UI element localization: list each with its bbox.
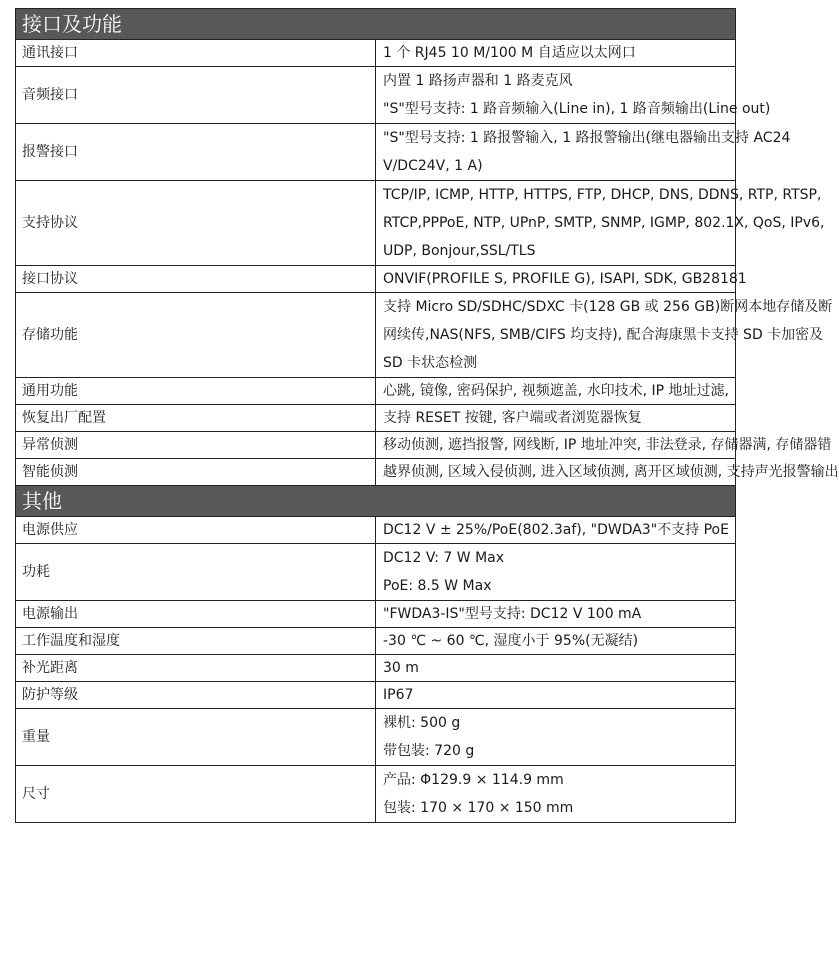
spec-row [16, 766, 736, 823]
spec-value [376, 405, 736, 432]
spec-value [376, 766, 736, 823]
spec-value [376, 459, 839, 486]
spec-value [376, 709, 736, 766]
spec-value [376, 628, 736, 655]
spec-label: 功耗 [16, 544, 376, 601]
spec-row [16, 405, 736, 432]
section-title: 接口及功能 [16, 9, 736, 40]
spec-value-line: 移动侦测, 遮挡报警, 网线断, IP 地址冲突, 非法登录, 存储器满, 存储器错 [383, 437, 832, 453]
spec-value-line: TCP/IP, ICMP, HTTP, HTTPS, FTP, DHCP, DNS, DDNS, RTP, RTSP, [383, 187, 822, 203]
spec-row [16, 544, 736, 601]
spec-table-body [16, 9, 839, 823]
spec-value-line: 心跳, 镜像, 密码保护, 视频遮盖, 水印技术, IP 地址过滤, [383, 383, 729, 399]
spec-row [16, 67, 736, 124]
spec-label: 智能侦测 [16, 459, 376, 486]
spec-value [376, 655, 736, 682]
spec-row [16, 378, 736, 405]
spec-label: 恢复出厂配置 [16, 405, 376, 432]
spec-label: 通用功能 [16, 378, 376, 405]
spec-table [15, 8, 839, 823]
spec-value-line: "FWDA3-IS"型号支持: DC12 V 100 mA [383, 606, 642, 622]
spec-value-line: 裸机: 500 g [383, 715, 461, 731]
spec-value [376, 378, 736, 405]
section-header [16, 9, 736, 40]
spec-value [376, 40, 736, 67]
spec-value-line: IP67 [383, 687, 414, 703]
spec-row [16, 432, 736, 459]
spec-value [376, 682, 736, 709]
spec-value-line: 30 m [383, 660, 419, 676]
spec-label: 尺寸 [16, 766, 376, 823]
spec-row [16, 40, 736, 67]
spec-label: 防护等级 [16, 682, 376, 709]
spec-label: 通讯接口 [16, 40, 376, 67]
section-title: 其他 [16, 486, 736, 517]
spec-value-line: DC12 V ± 25%/PoE(802.3af), "DWDA3"不支持 PoE [383, 522, 729, 538]
spec-value-line: 支持 RESET 按键, 客户端或者浏览器恢复 [383, 410, 642, 426]
spec-value [376, 544, 736, 601]
spec-label: 补光距离 [16, 655, 376, 682]
spec-value-line: 网续传,NAS(NFS, SMB/CIFS 均支持), 配合海康黑卡支持 SD 卡加密及 [383, 327, 824, 343]
spec-value [376, 601, 736, 628]
spec-label: 音频接口 [16, 67, 376, 124]
spec-value-line: ONVIF(PROFILE S, PROFILE G), ISAPI, SDK, GB28181 [383, 271, 747, 287]
spec-row [16, 124, 736, 181]
spec-value-line: SD 卡状态检测 [383, 355, 478, 371]
spec-row [16, 459, 736, 486]
spec-value [376, 432, 832, 459]
spec-label: 工作温度和湿度 [16, 628, 376, 655]
spec-value-line: "S"型号支持: 1 路音频输入(Line in), 1 路音频输出(Line out) [383, 101, 771, 117]
spec-value-line: 1 个 RJ45 10 M/100 M 自适应以太网口 [383, 45, 636, 61]
spec-row [16, 293, 736, 378]
spec-value-line: UDP, Bonjour,SSL/TLS [383, 243, 536, 259]
spec-label: 报警接口 [16, 124, 376, 181]
spec-value [376, 181, 825, 266]
spec-value-line: 内置 1 路扬声器和 1 路麦克风 [383, 73, 573, 89]
spec-label: 支持协议 [16, 181, 376, 266]
spec-value [376, 293, 833, 378]
spec-value-line: RTCP,PPPoE, NTP, UPnP, SMTP, SNMP, IGMP, 802.1X, QoS, IPv6, [383, 215, 825, 231]
spec-value-line: DC12 V: 7 W Max [383, 550, 505, 566]
spec-row [16, 517, 736, 544]
spec-value-line: "S"型号支持: 1 路报警输入, 1 路报警输出(继电器输出支持 AC24 [383, 130, 791, 146]
spec-row [16, 628, 736, 655]
spec-value-line: 包装: 170 × 170 × 150 mm [383, 800, 574, 816]
spec-label: 接口协议 [16, 266, 376, 293]
spec-label: 存储功能 [16, 293, 376, 378]
spec-row [16, 682, 736, 709]
spec-row [16, 655, 736, 682]
spec-label: 异常侦测 [16, 432, 376, 459]
spec-value-line: 支持 Micro SD/SDHC/SDXC 卡(128 GB 或 256 GB)断网本地存储及断 [383, 299, 833, 315]
spec-value-line: 产品: Φ129.9 × 114.9 mm [383, 772, 564, 788]
spec-label: 电源供应 [16, 517, 376, 544]
spec-label: 重量 [16, 709, 376, 766]
spec-value [376, 124, 791, 181]
spec-label: 电源输出 [16, 601, 376, 628]
spec-value [376, 67, 771, 124]
spec-value-line: 越界侦测, 区域入侵侦测, 进入区域侦测, 离开区域侦测, 支持声光报警输出 [383, 464, 839, 480]
spec-row [16, 709, 736, 766]
spec-value [376, 517, 736, 544]
spec-value-line: -30 ℃ ~ 60 ℃, 湿度小于 95%(无凝结) [383, 633, 639, 649]
spec-value-line: 带包装: 720 g [383, 743, 475, 759]
spec-row [16, 181, 736, 266]
spec-value-line: V/DC24V, 1 A) [383, 158, 483, 174]
spec-value [376, 266, 747, 293]
section-header [16, 486, 736, 517]
spec-row [16, 601, 736, 628]
spec-table-container [15, 8, 839, 823]
spec-row [16, 266, 736, 293]
spec-value-line: PoE: 8.5 W Max [383, 578, 492, 594]
